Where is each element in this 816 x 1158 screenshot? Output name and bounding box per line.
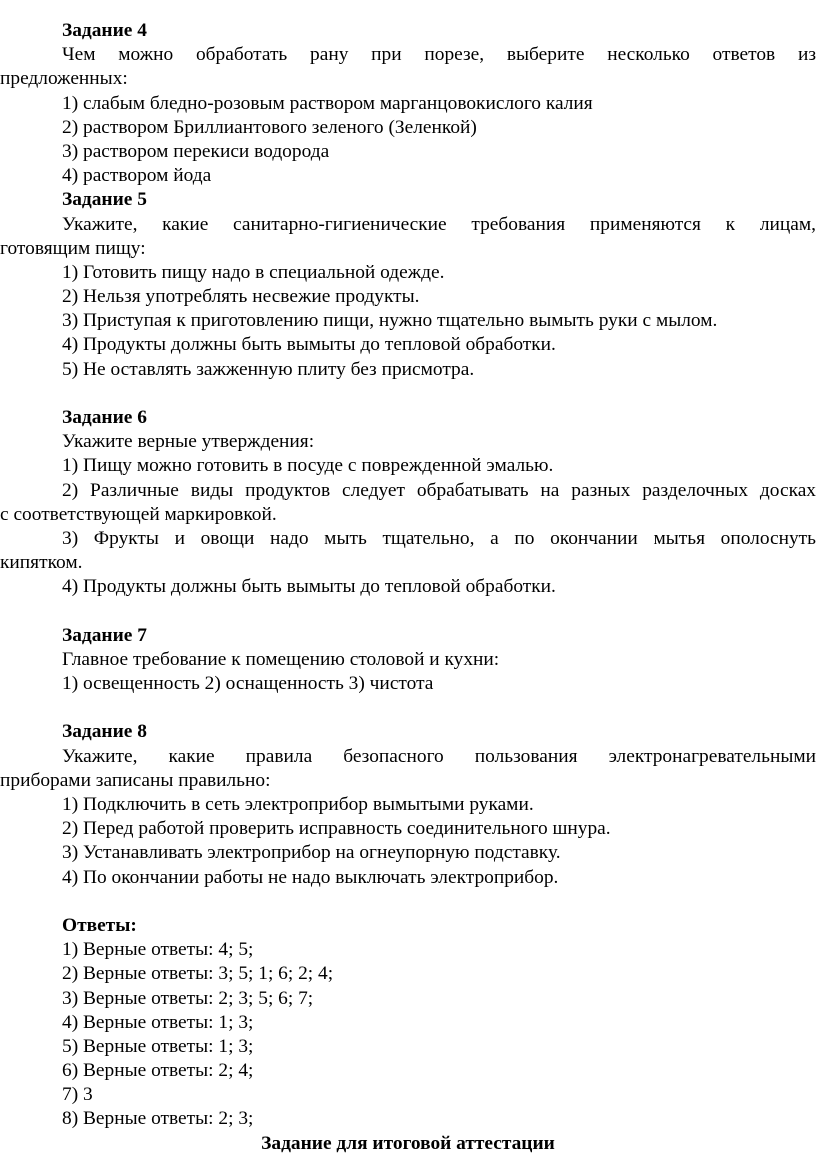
answer-option: 3) Фрукты и овощи надо мыть тщательно, а по окончании мытья ополоснуть bbox=[62, 527, 816, 549]
answer-key-item: 6) Верные ответы: 2; 4; bbox=[62, 1060, 254, 1082]
answer-key-item: 4) Верные ответы: 1; 3; bbox=[62, 1011, 254, 1033]
answer-option: 2) раствором Бриллиантового зеленого (Зеленкой) bbox=[62, 116, 477, 138]
answer-key-item: 8) Верные ответы: 2; 3; bbox=[62, 1108, 254, 1130]
task-question: Чем можно обработать рану при порезе, выберите несколько ответов из bbox=[62, 44, 816, 66]
task-title: Задание 8 bbox=[62, 721, 147, 743]
task-title: Задание 6 bbox=[62, 407, 147, 428]
answer-option: 4) Продукты должны быть вымыты до тепловой обработки. bbox=[62, 334, 556, 356]
answer-options-line: 1) освещенность 2) оснащенность 3) чистота bbox=[62, 673, 434, 695]
spacer bbox=[0, 600, 816, 624]
answer-option: 1) слабым бледно-розовым раствором марганцовокислого калия bbox=[62, 92, 593, 114]
answer-option: 2) Перед работой проверить исправность соединительного шнура. bbox=[62, 818, 611, 840]
task-question-cont: готовящим пищу: bbox=[0, 237, 146, 259]
answer-option-cont: с соответствующей маркировкой. bbox=[0, 503, 277, 525]
task-7 bbox=[0, 624, 816, 697]
answer-key-item: 2) Верные ответы: 3; 5; 1; 6; 2; 4; bbox=[62, 963, 334, 985]
task-6 bbox=[0, 406, 816, 600]
task-question-cont: предложенных: bbox=[0, 68, 128, 90]
task-question: Главное требование к помещению столовой и кухни: bbox=[62, 648, 500, 670]
task-title: Задание 7 bbox=[62, 624, 147, 646]
task-question: Укажите, какие правила безопасного пользования электронагревательными bbox=[62, 745, 816, 767]
task-question: Укажите, какие санитарно-гигиенические требования применяются к лицам, bbox=[62, 213, 816, 235]
answer-option: 3) Устанавливать электроприбор на огнеупорную подставку. bbox=[62, 842, 561, 864]
answer-key-item: 5) Верные ответы: 1; 3; bbox=[62, 1035, 254, 1057]
answer-option: 5) Не оставлять зажженную плиту без присмотра. bbox=[62, 358, 475, 380]
answer-option: 2) Нельзя употреблять несвежие продукты. bbox=[62, 286, 420, 308]
answer-option-cont: кипятком. bbox=[0, 552, 83, 574]
answer-key-item: 3) Верные ответы: 2; 3; 5; 6; 7; bbox=[62, 987, 314, 1009]
spacer bbox=[0, 382, 816, 406]
answer-option: 1) Подключить в сеть электроприбор вымытыми руками. bbox=[62, 794, 534, 815]
task-question-cont: приборами записаны правильно: bbox=[0, 769, 271, 791]
spacer bbox=[0, 890, 816, 914]
answer-option: 4) Продукты должны быть вымыты до тепловой обработки. bbox=[62, 576, 556, 598]
answer-option: 1) Готовить пищу надо в специальной одежде. bbox=[62, 261, 445, 283]
answer-key-item: 1) Верные ответы: 4; 5; bbox=[62, 939, 254, 961]
task-8 bbox=[0, 720, 816, 889]
answer-option: 4) По окончании работы не надо выключать электроприбор. bbox=[62, 866, 559, 888]
task-title: Задание 4 bbox=[62, 20, 147, 41]
section-heading: Задание для итоговой аттестации bbox=[261, 1132, 555, 1154]
answers-section bbox=[0, 914, 816, 1132]
task-question: Укажите верные утверждения: bbox=[62, 431, 315, 453]
answer-option: 2) Различные виды продуктов следует обрабатывать на разных разделочных досках bbox=[62, 479, 816, 501]
answer-option: 4) раствором йода bbox=[62, 165, 212, 187]
answers-title: Ответы: bbox=[62, 914, 137, 936]
task-title: Задание 5 bbox=[62, 189, 147, 211]
task-5 bbox=[0, 188, 816, 382]
document-page bbox=[0, 19, 816, 1156]
task-4 bbox=[0, 19, 816, 188]
answer-option: 1) Пищу можно готовить в посуде с поврежденной эмалью. bbox=[62, 455, 554, 477]
answer-option: 3) Приступая к приготовлению пищи, нужно тщательно вымыть руки с мылом. bbox=[62, 310, 718, 332]
answer-key-item: 7) 3 bbox=[62, 1084, 93, 1106]
spacer bbox=[0, 696, 816, 720]
answer-option: 3) раствором перекиси водорода bbox=[62, 140, 330, 162]
